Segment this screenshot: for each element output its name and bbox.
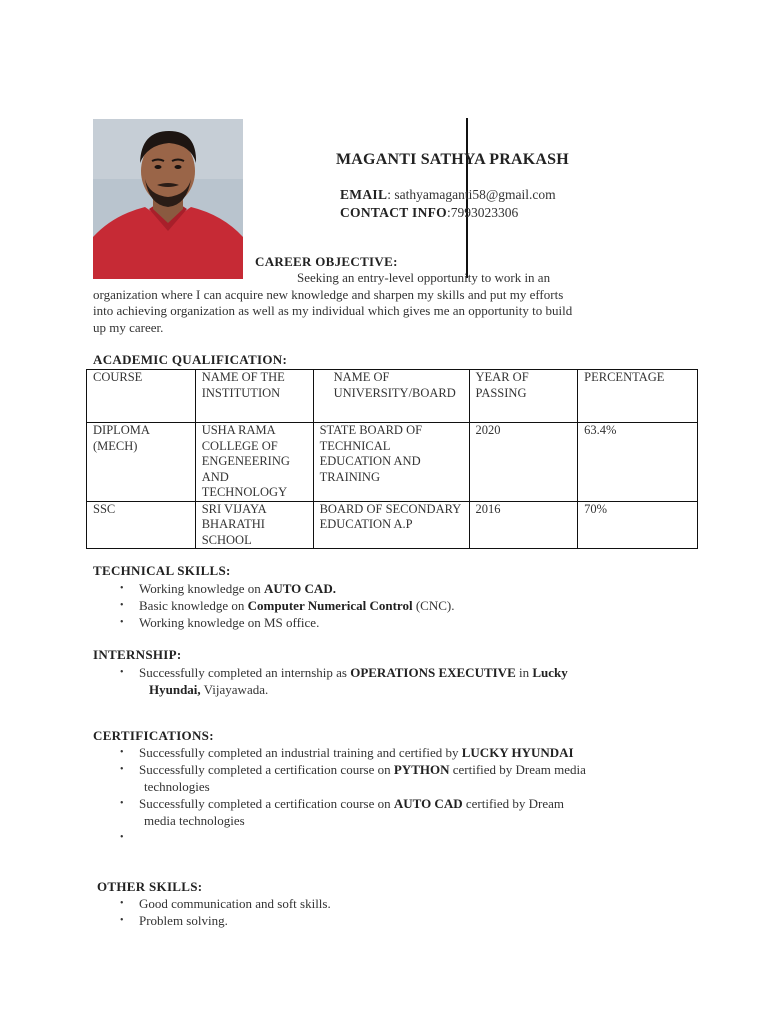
certifications-list xyxy=(93,744,586,846)
career-line-4: up my career. xyxy=(93,319,164,335)
contact-label: CONTACT INFO xyxy=(340,205,447,220)
list-item: • Good communication and soft skills. xyxy=(93,895,331,912)
header-year: YEAR OF PASSING xyxy=(469,370,578,423)
list-item: • Successfully completed an industrial training and certified by LUCKY HYUNDAI xyxy=(93,744,586,761)
other-skills-list xyxy=(93,895,331,929)
person-portrait-icon xyxy=(93,119,243,279)
technical-skills-heading: TECHNICAL SKILLS: xyxy=(93,563,231,578)
header-course: COURSE xyxy=(87,370,196,423)
cell-course: DIPLOMA (MECH) xyxy=(87,423,196,502)
list-item: • Successfully completed an internship as OPERATIONS EXECUTIVE in Lucky Hyundai, Vijayawada. xyxy=(93,664,568,698)
career-line-1: Seeking an entry-level opportunity to work in an xyxy=(297,270,551,285)
list-item xyxy=(93,829,586,846)
cell-course: SSC xyxy=(87,501,196,549)
career-objective-text xyxy=(93,270,683,336)
table-row xyxy=(87,501,698,549)
cell-percentage: 63.4% xyxy=(578,423,698,502)
internship-heading: INTERNSHIP: xyxy=(93,647,182,662)
list-item: • Working knowledge on AUTO CAD. xyxy=(93,580,454,597)
internship-list xyxy=(93,664,568,698)
list-item: • Working knowledge on MS office. xyxy=(93,614,454,631)
contact-value: :7993023306 xyxy=(447,205,519,220)
table-header-row xyxy=(87,370,698,423)
list-item: • Basic knowledge on Computer Numerical Control (CNC). xyxy=(93,597,454,614)
header-percentage: PERCENTAGE xyxy=(578,370,698,423)
email-label: EMAIL xyxy=(340,187,388,202)
career-objective-heading: CAREER OBJECTIVE: xyxy=(255,254,398,269)
technical-skills-list xyxy=(93,580,454,631)
header-institution: NAME OF THE INSTITUTION xyxy=(195,370,313,423)
list-item: • Successfully completed a certification course on AUTO CAD certified by Dream media technologies xyxy=(93,795,586,829)
career-line-2: organization where I can acquire new knowledge and sharpen my skills and put my efforts xyxy=(93,286,564,302)
header-university: NAME OF UNIVERSITY/BOARD xyxy=(313,370,469,423)
certifications-heading: CERTIFICATIONS: xyxy=(93,728,214,743)
candidate-name: MAGANTI SATHYA PRAKASH xyxy=(336,151,569,168)
email-line xyxy=(340,187,556,203)
table-row xyxy=(87,423,698,502)
cell-university: STATE BOARD OF TECHNICAL EDUCATION AND TRAINING xyxy=(313,423,469,502)
cell-institution: SRI VIJAYA BHARATHI SCHOOL xyxy=(195,501,313,549)
email-value: : sathyamaganti58@gmail.com xyxy=(387,187,556,202)
other-skills-heading: OTHER SKILLS: xyxy=(97,879,203,894)
contact-line xyxy=(340,205,518,221)
profile-photo xyxy=(93,119,243,279)
cell-university: BOARD OF SECONDARY EDUCATION A.P xyxy=(313,501,469,549)
academic-heading: ACADEMIC QUALIFICATION: xyxy=(93,352,288,367)
academic-table xyxy=(86,369,698,549)
list-item: • Successfully completed a certification course on PYTHON certified by Dream media technologies xyxy=(93,761,586,795)
cell-year: 2020 xyxy=(469,423,578,502)
cell-institution: USHA RAMA COLLEGE OF ENGENEERING AND TECHNOLOGY xyxy=(195,423,313,502)
cell-percentage: 70% xyxy=(578,501,698,549)
list-item: • Problem solving. xyxy=(93,912,331,929)
career-line-3: into achieving organization as well as my individual which gives me an opportunity to build xyxy=(93,303,573,318)
cell-year: 2016 xyxy=(469,501,578,549)
